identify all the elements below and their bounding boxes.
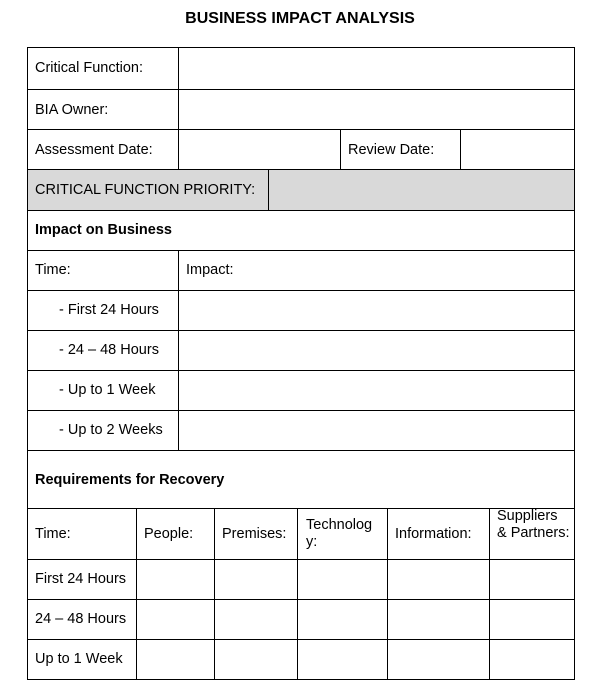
priority-label: CRITICAL FUNCTION PRIORITY: — [35, 182, 256, 198]
recovery-row-label: Up to 1 Week — [35, 651, 123, 667]
review-date-label: Review Date: — [348, 142, 435, 158]
impact-field[interactable] — [179, 291, 574, 330]
recovery-row-label: First 24 Hours — [35, 571, 127, 587]
impact-heading: Impact on Business — [35, 222, 172, 238]
assessment-date-label: Assessment Date: — [35, 142, 153, 158]
row-divider — [27, 450, 575, 451]
row-divider — [27, 250, 575, 251]
bia-owner-field[interactable] — [179, 90, 574, 129]
assessment-date-field[interactable] — [179, 130, 340, 169]
review-date-field[interactable] — [461, 130, 574, 169]
critical-function-label: Critical Function: — [35, 60, 143, 76]
impact-row-label: - 24 – 48 Hours — [59, 342, 159, 358]
bia-owner-label: BIA Owner: — [35, 102, 109, 118]
col-divider — [136, 508, 137, 680]
row-divider — [27, 599, 575, 600]
bia-form — [27, 47, 575, 680]
col-divider — [340, 129, 341, 170]
row-divider — [27, 508, 575, 509]
recovery-col-premises: Premises: — [222, 526, 287, 542]
recovery-row-label: 24 – 48 Hours — [35, 611, 127, 627]
impact-time-label: Time: — [35, 262, 71, 278]
recovery-col-suppliers: Suppliers & Partners: — [497, 508, 570, 541]
border-left — [27, 47, 28, 680]
border-right — [574, 47, 575, 680]
impact-field[interactable] — [179, 331, 574, 370]
impact-row-label: - Up to 2 Weeks — [59, 422, 163, 438]
recovery-col-information: Information: — [395, 526, 472, 542]
impact-field[interactable] — [179, 371, 574, 410]
row-divider — [27, 639, 575, 640]
impact-row-label: - First 24 Hours — [59, 302, 159, 318]
recovery-heading: Requirements for Recovery — [35, 472, 225, 488]
col-divider — [214, 508, 215, 680]
recovery-col-time: Time: — [35, 526, 71, 542]
priority-field[interactable] — [269, 171, 574, 210]
row-divider — [27, 559, 575, 560]
recovery-col-technology: Technolog y: — [306, 517, 373, 550]
row-divider — [27, 169, 575, 170]
impact-row-label: - Up to 1 Week — [59, 382, 156, 398]
impact-field[interactable] — [179, 411, 574, 450]
border-bottom — [27, 679, 575, 680]
page-title: BUSINESS IMPACT ANALYSIS — [185, 10, 415, 27]
row-divider — [27, 210, 575, 211]
critical-function-field[interactable] — [179, 48, 574, 89]
recovery-col-people: People: — [144, 526, 194, 542]
col-divider — [489, 508, 490, 680]
col-divider — [297, 508, 298, 680]
impact-label: Impact: — [186, 262, 234, 278]
col-divider — [387, 508, 388, 680]
